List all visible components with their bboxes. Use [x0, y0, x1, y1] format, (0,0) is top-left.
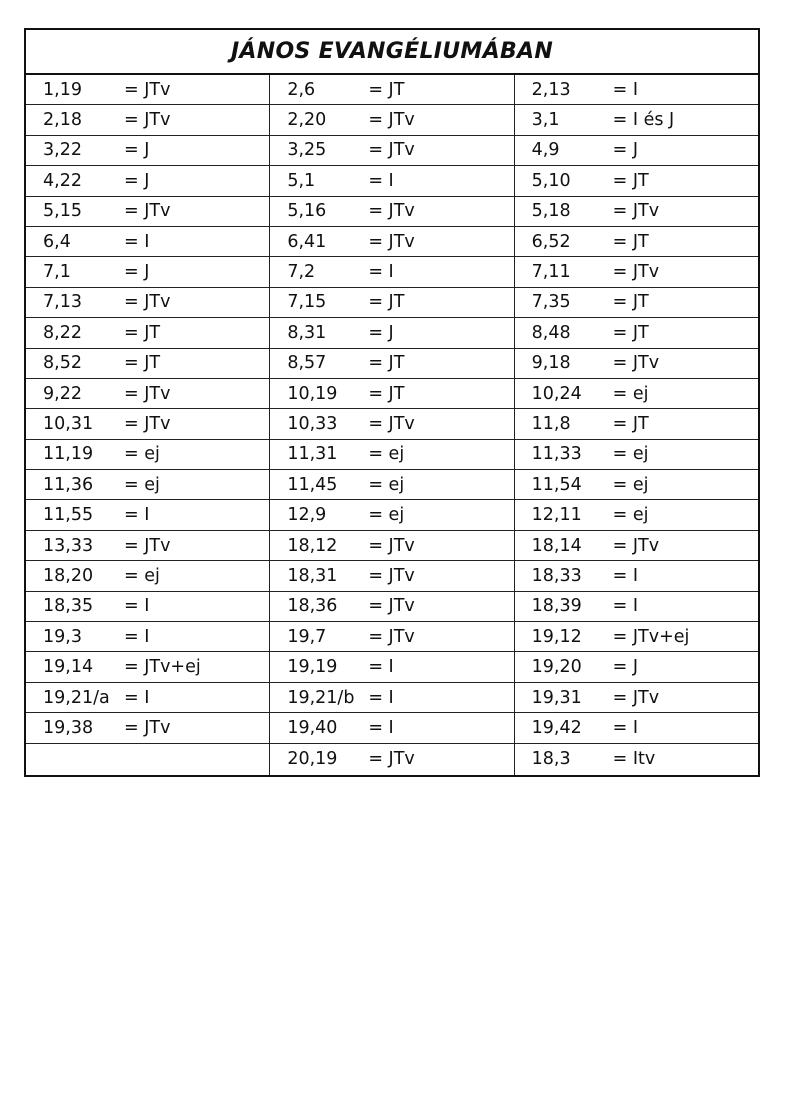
table-cell	[514, 166, 758, 195]
verse-reference: 5,10	[531, 170, 571, 191]
verse-reference: 12,9	[287, 505, 327, 526]
verse-reference: 19,20	[531, 657, 582, 678]
reference-code: = JTv	[368, 231, 415, 252]
table-cell	[26, 318, 269, 347]
verse-reference: 19,21/b	[287, 687, 355, 708]
table-title: JÁNOS EVANGÉLIUMÁBAN	[26, 30, 758, 75]
table-cell	[514, 744, 758, 775]
table-cell	[269, 318, 513, 347]
verse-reference: 6,41	[287, 231, 327, 252]
verse-reference: 19,31	[531, 687, 582, 708]
reference-code: = JTv	[612, 201, 660, 222]
verse-reference: 8,52	[43, 353, 82, 374]
table-cell	[514, 349, 758, 378]
verse-reference: 2,13	[531, 79, 571, 100]
reference-code: = JTv	[124, 535, 171, 556]
verse-reference: 13,33	[43, 535, 94, 556]
reference-code: = JTv	[124, 110, 171, 131]
verse-reference: 8,57	[287, 353, 327, 374]
table-body	[26, 75, 758, 775]
reference-code: = JT	[368, 383, 405, 404]
table-row	[26, 318, 758, 348]
table-cell	[269, 379, 513, 408]
verse-reference: 19,38	[43, 717, 94, 738]
verse-reference: 18,14	[531, 535, 582, 556]
reference-code: = JTv	[368, 626, 415, 647]
table-cell	[26, 105, 269, 134]
verse-reference: 5,15	[43, 201, 82, 222]
table-cell	[514, 561, 758, 590]
verse-reference: 3,22	[43, 140, 82, 161]
table-cell	[26, 288, 269, 317]
verse-reference: 7,35	[531, 292, 571, 313]
reference-code: = Itv	[612, 749, 656, 770]
reference-code: = JTv	[368, 565, 415, 586]
verse-reference: 7,1	[43, 262, 71, 283]
reference-code: = J	[612, 140, 639, 161]
reference-code: = J	[612, 657, 639, 678]
verse-reference: 10,19	[287, 383, 338, 404]
verse-reference: 7,2	[287, 262, 316, 283]
verse-reference: 3,25	[287, 140, 327, 161]
table-cell	[514, 440, 758, 469]
verse-reference: 11,31	[287, 444, 338, 465]
table-cell	[26, 257, 269, 286]
table-row	[26, 166, 758, 196]
reference-code: = JTv	[612, 353, 660, 374]
table-row	[26, 379, 758, 409]
table-row	[26, 440, 758, 470]
verse-reference: 11,36	[43, 474, 94, 495]
reference-code: = JTv	[124, 413, 171, 434]
table-cell	[269, 257, 513, 286]
table-cell	[514, 288, 758, 317]
reference-code: = I	[612, 596, 639, 617]
verse-reference: 4,9	[531, 140, 560, 161]
reference-code: = JTv+ej	[612, 626, 690, 647]
verse-reference: 2,6	[287, 79, 316, 100]
verse-reference: 20,19	[287, 749, 338, 770]
reference-code: = JT	[612, 292, 649, 313]
table-row	[26, 257, 758, 287]
table-cell	[514, 136, 758, 165]
verse-reference: 5,1	[287, 170, 316, 191]
table-cell	[269, 75, 513, 104]
verse-reference: 11,8	[531, 413, 571, 434]
table-cell	[269, 713, 513, 742]
reference-code: = JT	[124, 322, 161, 343]
verse-reference: 18,33	[531, 565, 582, 586]
table-cell	[514, 318, 758, 347]
reference-code: = ej	[124, 565, 160, 586]
table-cell	[26, 75, 269, 104]
table-cell	[269, 561, 513, 590]
reference-code: = JT	[368, 353, 405, 374]
verse-reference: 11,54	[531, 474, 582, 495]
verse-reference: 18,31	[287, 565, 338, 586]
table-row	[26, 622, 758, 652]
reference-code: = ej	[124, 444, 160, 465]
verse-reference: 18,12	[287, 535, 338, 556]
table-cell	[514, 257, 758, 286]
reference-code: = J	[124, 140, 150, 161]
verse-reference: 19,3	[43, 626, 82, 647]
table-cell	[269, 592, 513, 621]
reference-code: = J	[124, 262, 150, 283]
table-cell	[26, 713, 269, 742]
table-cell	[26, 136, 269, 165]
reference-code: = I	[368, 657, 394, 678]
table-cell	[269, 288, 513, 317]
reference-code: = JTv	[368, 749, 415, 770]
verse-reference: 7,11	[531, 262, 571, 283]
table-cell	[514, 227, 758, 256]
reference-code: = JT	[612, 413, 649, 434]
verse-reference: 10,24	[531, 383, 582, 404]
table-cell	[269, 227, 513, 256]
reference-code: = JTv	[368, 596, 415, 617]
table-cell	[26, 622, 269, 651]
table-row	[26, 470, 758, 500]
verse-reference: 11,33	[531, 444, 582, 465]
reference-code: = ej	[612, 444, 649, 465]
table-cell	[26, 166, 269, 195]
verse-reference: 8,48	[531, 322, 571, 343]
table-cell	[514, 683, 758, 712]
reference-code: = JTv	[124, 383, 171, 404]
table-row	[26, 227, 758, 257]
reference-code: = JT	[368, 79, 405, 100]
table-cell	[269, 440, 513, 469]
reference-code: = I	[368, 170, 394, 191]
table-cell	[269, 349, 513, 378]
reference-code: = ej	[368, 444, 405, 465]
verse-reference: 7,13	[43, 292, 82, 313]
verse-reference: 12,11	[531, 505, 582, 526]
table-cell	[514, 500, 758, 529]
reference-code: = ej	[612, 383, 649, 404]
reference-code: = ej	[612, 474, 649, 495]
reference-code: = JT	[612, 170, 649, 191]
verse-reference: 6,4	[43, 231, 71, 252]
verse-reference: 18,35	[43, 596, 94, 617]
table-row	[26, 75, 758, 105]
table-cell	[269, 470, 513, 499]
table-cell	[26, 531, 269, 560]
reference-code: = I	[124, 687, 150, 708]
reference-code: = JT	[124, 353, 161, 374]
table-cell	[26, 561, 269, 590]
verse-reference: 9,22	[43, 383, 82, 404]
table-cell	[514, 197, 758, 226]
table-cell	[514, 379, 758, 408]
reference-code: = JTv	[612, 262, 660, 283]
reference-code: = I	[368, 262, 394, 283]
verse-reference: 7,15	[287, 292, 327, 313]
table-cell	[514, 652, 758, 681]
table-cell	[269, 500, 513, 529]
table-cell	[269, 197, 513, 226]
reference-code: = I	[124, 596, 150, 617]
reference-code: = JT	[612, 322, 649, 343]
table-cell	[269, 531, 513, 560]
table-cell	[514, 75, 758, 104]
table-cell	[514, 592, 758, 621]
table-cell	[269, 683, 513, 712]
table-row	[26, 531, 758, 561]
verse-reference: 18,3	[531, 749, 571, 770]
verse-reference: 11,45	[287, 474, 338, 495]
verse-reference: 3,1	[531, 110, 560, 131]
table-row	[26, 500, 758, 530]
verse-reference: 19,42	[531, 717, 582, 738]
verse-reference: 19,40	[287, 717, 338, 738]
verse-reference: 8,31	[287, 322, 327, 343]
verse-reference: 10,33	[287, 413, 338, 434]
reference-code: = JTv	[368, 110, 415, 131]
reference-code: = JTv	[124, 79, 171, 100]
reference-code: = JTv+ej	[124, 657, 201, 678]
verse-reference: 8,22	[43, 322, 82, 343]
reference-code: = JTv	[368, 201, 415, 222]
verse-reference: 11,19	[43, 444, 94, 465]
table-cell	[26, 227, 269, 256]
table-cell	[269, 105, 513, 134]
reference-code: = I	[124, 231, 150, 252]
reference-code: = JTv	[612, 535, 660, 556]
verse-reference: 19,12	[531, 626, 582, 647]
table-row	[26, 288, 758, 318]
table-cell	[514, 531, 758, 560]
table-cell	[514, 409, 758, 438]
table-cell	[26, 379, 269, 408]
verse-reference: 11,55	[43, 505, 94, 526]
table-row	[26, 592, 758, 622]
table-row	[26, 744, 758, 775]
reference-code: = I	[612, 565, 639, 586]
table-row	[26, 136, 758, 166]
table-cell	[26, 409, 269, 438]
reference-code: = I	[368, 717, 394, 738]
table-row	[26, 683, 758, 713]
verse-reference: 19,21/a	[43, 687, 110, 708]
reference-code: = I	[124, 505, 150, 526]
reference-code: = ej	[368, 505, 405, 526]
table-row	[26, 105, 758, 135]
table-cell	[514, 105, 758, 134]
table-cell	[269, 166, 513, 195]
reference-table	[24, 28, 760, 777]
table-cell	[269, 652, 513, 681]
table-cell	[26, 744, 269, 775]
reference-code: = JT	[368, 292, 405, 313]
verse-reference: 2,18	[43, 110, 82, 131]
reference-code: = JTv	[124, 201, 171, 222]
reference-code: = J	[368, 322, 394, 343]
reference-code: = JTv	[124, 292, 171, 313]
table-row	[26, 197, 758, 227]
table-row	[26, 409, 758, 439]
table-cell	[514, 470, 758, 499]
table-cell	[26, 652, 269, 681]
table-row	[26, 561, 758, 591]
reference-code: = JT	[612, 231, 649, 252]
reference-code: = ej	[124, 474, 160, 495]
reference-code: = ej	[612, 505, 649, 526]
reference-code: = JTv	[368, 413, 415, 434]
reference-code: = J	[124, 170, 150, 191]
table-row	[26, 652, 758, 682]
verse-reference: 19,7	[287, 626, 327, 647]
reference-code: = I és J	[612, 110, 675, 131]
verse-reference: 5,18	[531, 201, 571, 222]
verse-reference: 18,20	[43, 565, 94, 586]
table-cell	[26, 349, 269, 378]
verse-reference: 19,19	[287, 657, 338, 678]
reference-code: = I	[124, 626, 150, 647]
table-cell	[26, 440, 269, 469]
reference-code: = I	[612, 717, 639, 738]
reference-code: = ej	[368, 474, 405, 495]
verse-reference: 10,31	[43, 413, 94, 434]
reference-code: = I	[612, 79, 639, 100]
verse-reference: 5,16	[287, 201, 327, 222]
table-cell	[269, 136, 513, 165]
verse-reference: 4,22	[43, 170, 82, 191]
table-cell	[269, 744, 513, 775]
table-cell	[26, 592, 269, 621]
reference-code: = JTv	[612, 687, 660, 708]
reference-code: = JTv	[368, 140, 415, 161]
verse-reference: 9,18	[531, 353, 571, 374]
table-cell	[26, 500, 269, 529]
verse-reference: 18,36	[287, 596, 338, 617]
verse-reference: 18,39	[531, 596, 582, 617]
table-cell	[269, 409, 513, 438]
table-cell	[269, 622, 513, 651]
reference-code: = JTv	[124, 717, 171, 738]
reference-code: = JTv	[368, 535, 415, 556]
table-cell	[26, 470, 269, 499]
verse-reference: 6,52	[531, 231, 571, 252]
verse-reference: 1,19	[43, 79, 82, 100]
reference-code: = I	[368, 687, 394, 708]
table-cell	[514, 622, 758, 651]
verse-reference: 19,14	[43, 657, 94, 678]
table-cell	[514, 713, 758, 742]
table-cell	[26, 197, 269, 226]
verse-reference: 2,20	[287, 110, 327, 131]
table-cell	[26, 683, 269, 712]
table-row	[26, 349, 758, 379]
table-row	[26, 713, 758, 743]
